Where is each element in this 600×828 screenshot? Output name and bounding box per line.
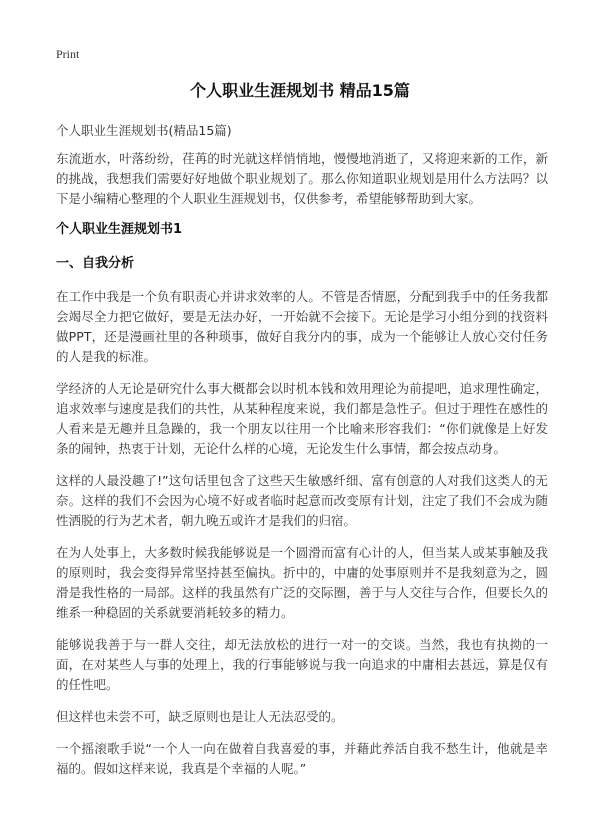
- body-paragraph: 学经济的人无论是研究什么事大概都会以时机本钱和效用理论为前提吧，追求理性确定，追求效率与速度是我们的共性，从某种程度来说，我们都是急性子。但过于理性在感性的人看来是无趣并且急躁的，我一个朋友以往用一个比喻来形容我们：“你们就像是上好发条的闹钟，热衷于计划，无论什么样的心境，无论发生什么事情，都会按点动身。: [56, 381, 548, 456]
- document-subtitle: 个人职业生涯规划书(精品15篇): [56, 123, 232, 138]
- body-paragraph: 能够说我善于与一群人交往，却无法放松的进行一对一的交谈。当然，我也有执拗的一面，在对某些人与事的处理上，我的行事能够说与我一向追求的中庸相去甚远，算是仅有的任性吧。: [56, 637, 548, 692]
- body-paragraph: 这样的人最没趣了!”这句话里包含了这些天生敏感纤细、富有创意的人对我们这类人的无奈。这样的我们不会因为心境不好或者临时起意而改变原有计划，注定了我们不会成为随性洒脱的行为艺术者，朝九晚五或许才是我们的归宿。: [56, 473, 548, 528]
- document-body: [56, 122, 548, 791]
- page-title: 个人职业生涯规划书 精品15篇: [190, 81, 410, 100]
- body-paragraph: 但这样也未尝不可，缺乏原则也是让人无法忍受的。: [56, 709, 344, 724]
- body-paragraph: 一个摇滚歌手说“一个人一向在做着自我喜爱的事，并藉此养活自我不愁生计，他就是幸福的。假如这样来说，我真是个幸福的人呢。”: [56, 741, 548, 776]
- subsection-heading: 一、自我分析: [56, 256, 135, 271]
- print-link[interactable]: Print: [56, 47, 80, 61]
- intro-paragraph: 东流逝水，叶落纷纷，荏苒的时光就这样悄悄地，慢慢地消逝了，又将迎来新的工作，新的挑战，我想我们需要好好地做个职业规划了。那么你知道职业规划是用什么方法吗？以下是小编精心整理的个人职业生涯规划书，仅供参考，希望能够帮助到大家。: [56, 151, 548, 206]
- body-paragraph: 在工作中我是一个负有职责心并讲求效率的人。不管是否情愿，分配到我手中的任务我都会竭尽全力把它做好，要是无法办好，一开始就不会接下。无论是学习小组分到的找资料做PPT，还是漫画社里的各种琐事，做好自我分内的事，成为一个能够让人放心交付任务的人是我的标准。: [56, 289, 548, 364]
- body-paragraph: 在为人处事上，大多数时候我能够说是一个圆滑而富有心计的人，但当某人或某事触及我的原则时，我会变得异常坚持甚至偏执。折中的，中庸的处事原则并不是我刻意为之，圆滑是我性格的一局部。这样的我虽然有广泛的交际圈，善于与人交往与合作，但要长久的维系一种稳固的关系就要消耗较多的精力。: [56, 545, 548, 620]
- section-heading: 个人职业生涯规划书1: [56, 222, 183, 237]
